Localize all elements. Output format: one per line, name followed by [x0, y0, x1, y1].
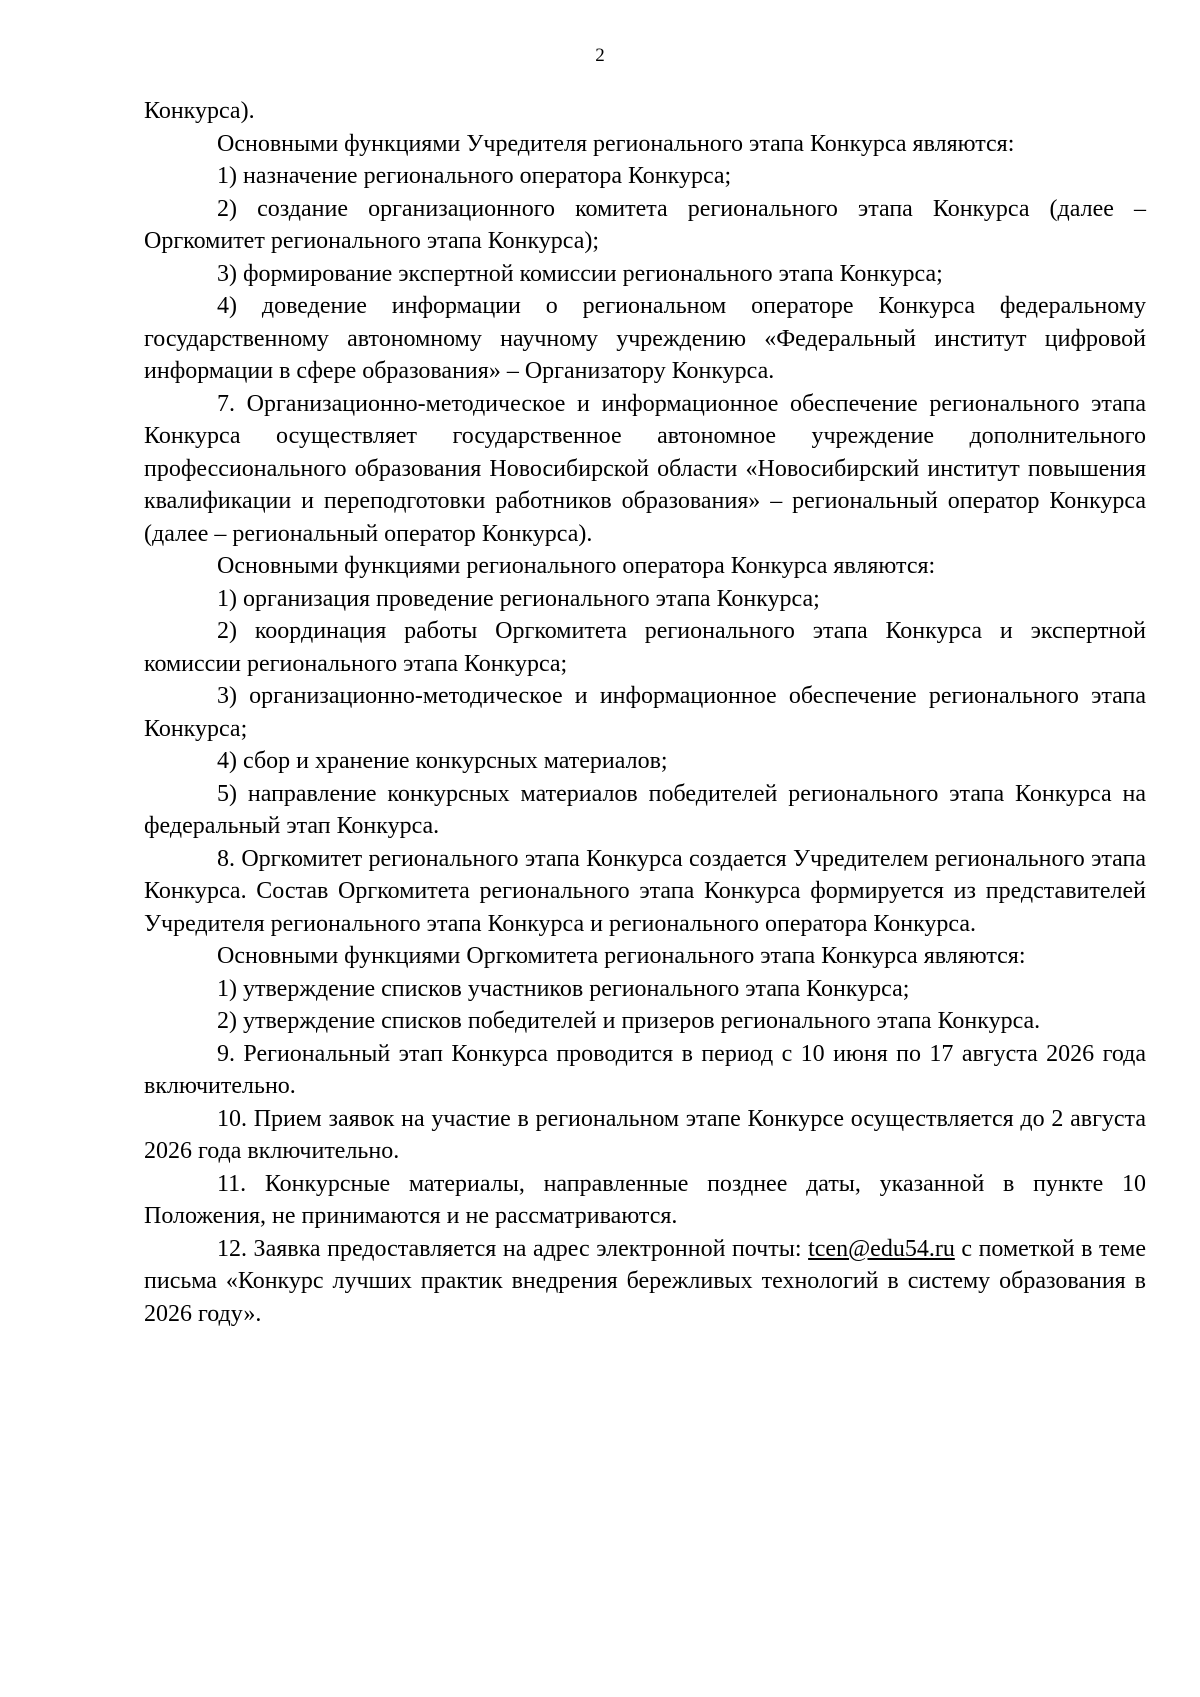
list-item: 2) утверждение списков победителей и призеров регионального этапа Конкурса. — [217, 1008, 1041, 1034]
document-body — [144, 95, 1146, 1330]
paragraph: Основными функциями Оргкомитета регионального этапа Конкурса являются: — [217, 943, 1026, 969]
list-item: 3) формирование экспертной комиссии регионального этапа Конкурса; — [217, 260, 943, 287]
list-item: 4) доведение информации о региональном операторе Конкурса федеральному государственному автономному научному учреждению «Федеральный институт цифровой информации в сфере образования» – Организатору Конкурса. — [144, 293, 1146, 384]
list-item: 2) создание организационного комитета регионального этапа Конкурса (далее – Оргкомитет регионального этапа Конкурса); — [144, 195, 1146, 254]
paragraph-text-before-email: 12. Заявка предоставляется на адрес электронной почты: — [217, 1235, 809, 1262]
paragraph: 7. Организационно-методическое и информационное обеспечение регионального этапа Конкурса осуществляет государственное автономное учреждение дополнительного профессионального образования Новосибирской области «Новосибирский институт повышения квалификации и переподготовки работников образования» – региональный оператор Конкурса (далее – региональный оператор Конкурса). — [144, 390, 1146, 547]
list-item: 1) организация проведение регионального этапа Конкурса; — [217, 585, 820, 612]
list-item: 4) сбор и хранение конкурсных материалов; — [217, 748, 668, 774]
page-number: 2 — [595, 45, 605, 66]
paragraph: 11. Конкурсные материалы, направленные позднее даты, указанной в пункте 10 Положения, не принимаются и не рассматриваются. — [144, 1170, 1146, 1229]
list-item: 1) назначение регионального оператора Конкурса; — [217, 163, 732, 189]
list-item: 2) координация работы Оргкомитета регионального этапа Конкурса и экспертной комиссии регионального этапа Конкурса; — [144, 618, 1146, 677]
paragraph: 10. Прием заявок на участие в региональном этапе Конкурсе осуществляется до 2 августа 2026 года включительно. — [144, 1105, 1146, 1164]
email-link[interactable]: tcen@edu54.ru — [808, 1235, 955, 1262]
paragraph: 8. Оргкомитет регионального этапа Конкурса создается Учредителем регионального этапа Конкурса. Состав Оргкомитета регионального этапа Конкурса формируется из представителей Учредителя регионального этапа Конкурса и регионального оператора Конкурса. — [144, 845, 1146, 937]
paragraph: Конкурса). — [144, 98, 255, 124]
paragraph: Основными функциями регионального оператора Конкурса являются: — [217, 553, 936, 579]
paragraph-application-address — [144, 1233, 1146, 1331]
paragraph: Основными функциями Учредителя регионального этапа Конкурса являются: — [217, 130, 1015, 157]
list-item: 5) направление конкурсных материалов победителей регионального этапа Конкурса на федеральный этап Конкурса. — [144, 780, 1146, 839]
list-item: 1) утверждение списков участников регионального этапа Конкурса; — [217, 975, 910, 1002]
paragraph-text-after-email: с пометкой в теме письма «Конкурс лучших практик внедрения бережливых технологий в систему образования в 2026 году». — [144, 1235, 1146, 1327]
list-item: 3) организационно-методическое и информационное обеспечение регионального этапа Конкурса; — [144, 683, 1146, 742]
paragraph: 9. Региональный этап Конкурса проводится в период с 10 июня по 17 августа 2026 года включительно. — [144, 1040, 1146, 1099]
